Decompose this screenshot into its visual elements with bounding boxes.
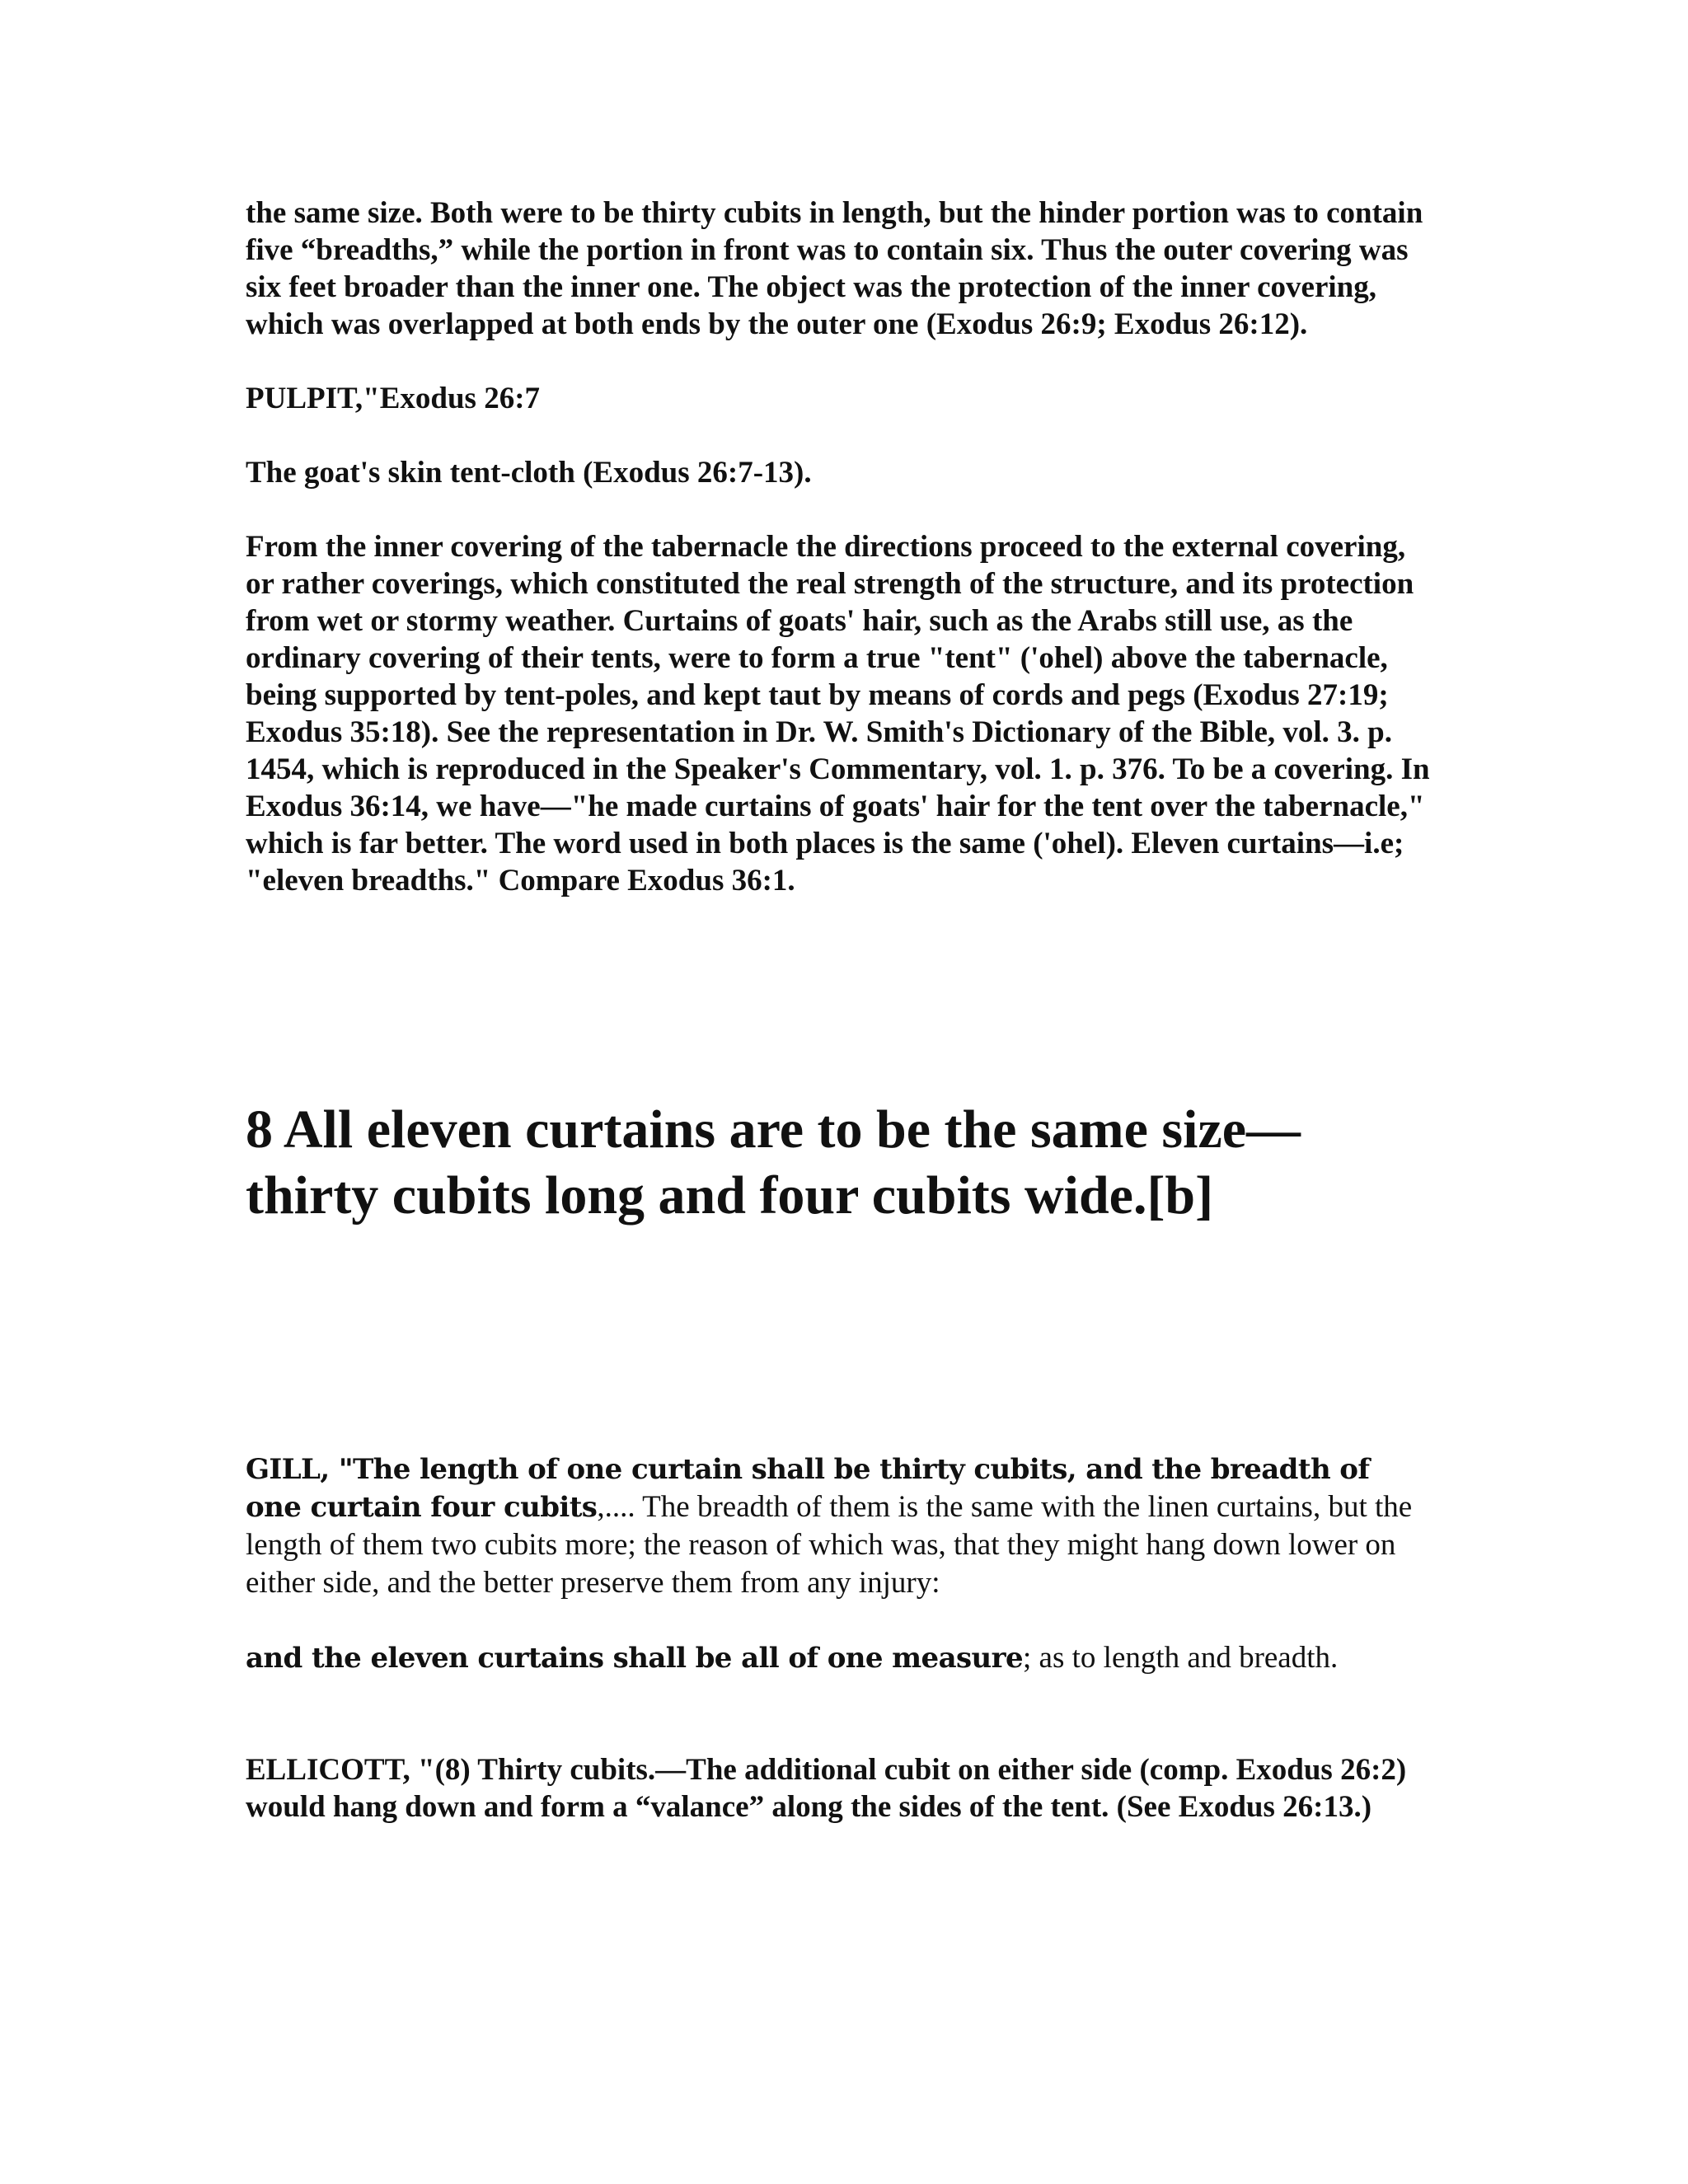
gill-second-rest: ; as to length and breadth.	[1023, 1641, 1339, 1675]
gill-second-bold: and the eleven curtains shall be all of one measure	[246, 1642, 1024, 1675]
intro-paragraph: the same size. Both were to be thirty cubits in length, but the hinder portion was to contain five “breadths,” while the portion in front was to contain six. Thus the outer covering was six feet broader than the inner one. The object was the protection of the inner covering, which was overlapped at both ends by the outer one (Exodus 26:9; Exodus 26:12).	[246, 196, 1423, 341]
pulpit-body: From the inner covering of the tabernacle the directions proceed to the external covering, or rather coverings, which constituted the real strength of the structure, and its protection from wet or stormy weather. Curtains of goats' hair, such as the Arabs still use, as the ordinary covering of their tents, were to form a true "tent" ('ohel) above the tabernacle, being supported by tent-poles, and kept taut by means of cords and pegs (Exodus 27:19; Exodus 35:18). See the representation in Dr. W. Smith's Dictionary of the Bible, vol. 3. p. 1454, which is reproduced in the Speaker's Commentary, vol. 1. p. 376. To be a covering. In Exodus 36:14, we have—"he made curtains of goats' hair for the tent over the tabernacle," which is far better. The word used in both places is the same ('ohel). Eleven curtains—i.e; "eleven breadths." Compare Exodus 36:1.	[246, 530, 1430, 898]
verse-heading: 8 All eleven curtains are to be the same size—thirty cubits long and four cubits wide.[b]	[246, 1099, 1301, 1226]
pulpit-subtitle: The goat's skin tent-cloth (Exodus 26:7-13).	[246, 456, 812, 490]
pulpit-label: PULPIT,"Exodus 26:7	[246, 382, 541, 415]
gill-lead-bold: GILL, "The length of one curtain shall be thirty cubits, and the breadth of one curtain four cubits	[246, 1453, 1370, 1524]
gill-lead-rest: ,.... The breadth of them is the same with the linen curtains, but the length of them two cubits more; the reason of which was, that they might hang down lower on either side, and the better preserve them from any injury:	[246, 1490, 1413, 1600]
document-page	[246, 194, 1432, 1825]
ellicott-commentary: ELLICOTT, "(8) Thirty cubits.—The additional cubit on either side (comp. Exodus 26:2) would hang down and form a “valance” along the sides of the tent. (See Exodus 26:13.)	[246, 1753, 1407, 1824]
gill-measure-note	[246, 1639, 1432, 1677]
gill-commentary	[246, 1451, 1432, 1602]
